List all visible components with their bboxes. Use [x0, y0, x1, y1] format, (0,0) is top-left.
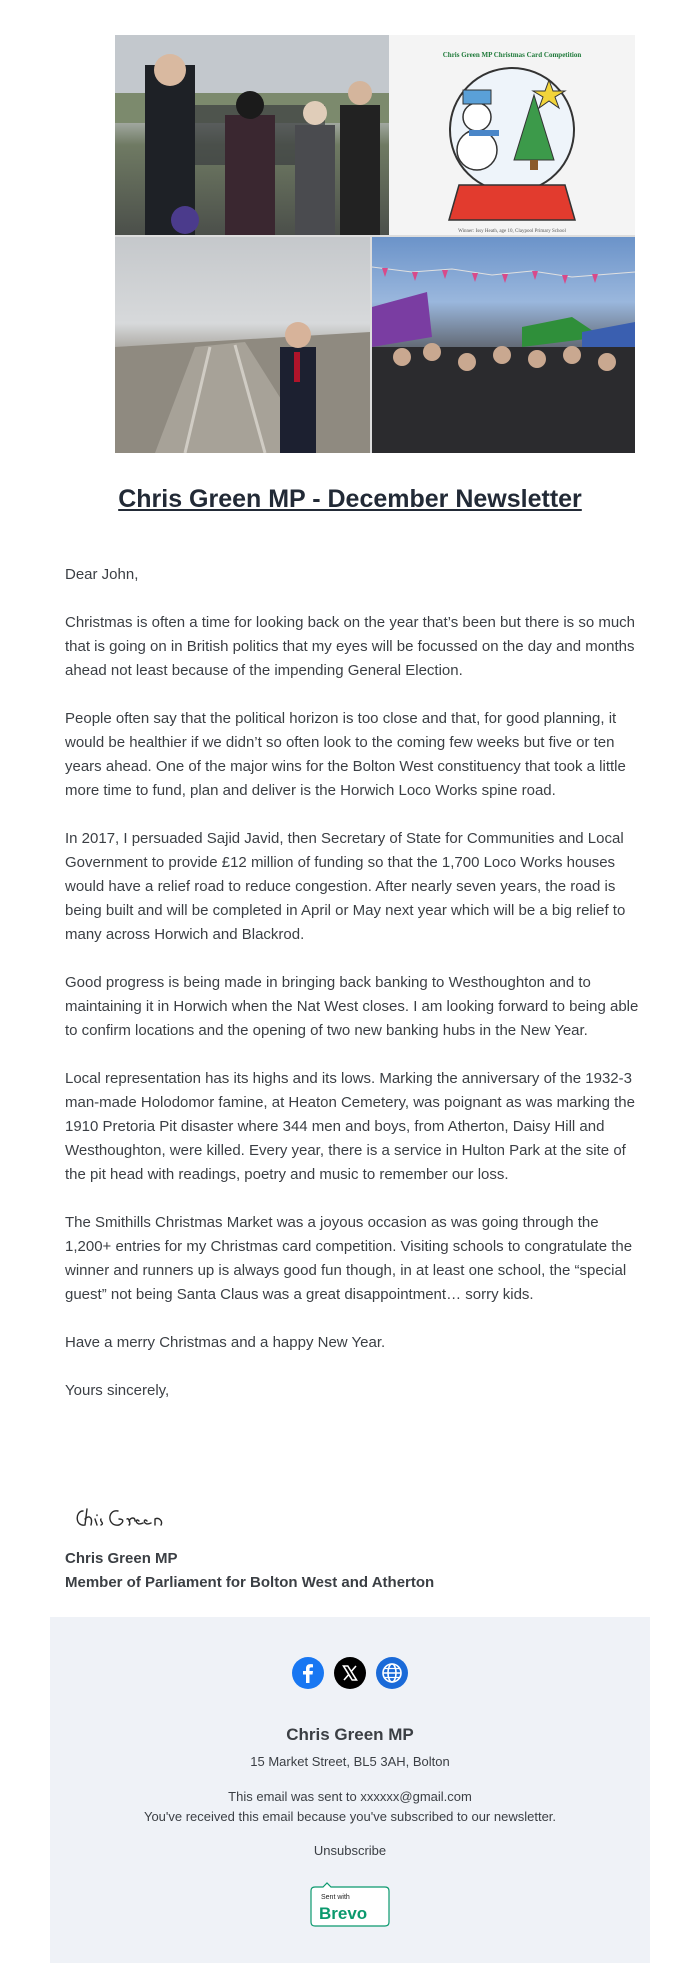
footer-notice: [50, 1787, 650, 1827]
email-footer: [50, 1617, 650, 1963]
letter-paragraph: In 2017, I persuaded Sajid Javid, then Secretary of State for Communities and Local Government to provide £12 million of funding so that the 1,700 Loco Works houses would have a relief road to reduce congestion. After nearly seven years, the road is being built and will be completed in April or May next year which will be a big relief to many across Horwich and Blackrod.: [65, 830, 626, 943]
letter-paragraph: Local representation has its highs and its lows. Marking the anniversary of the 1932-3 man-made Holodomor famine, at Heaton Cemetery, was poignant as was marking the 1910 Pretoria Pit disaster where 344 men and boys, from Atherton, Daisy Hill and Westhoughton, were killed. Every year, there is a service in Hulton Park at the site of the pit head with readings, poetry and music to remember our loss.: [65, 1070, 635, 1183]
signer-title: Member of Parliament for Bolton West and Atherton: [65, 1574, 435, 1591]
handwritten-signature: [73, 1503, 183, 1533]
photo-christmas-card: [389, 35, 635, 235]
signer-name: Chris Green MP: [65, 1550, 178, 1567]
signature-block: [65, 1547, 434, 1595]
card-title: Chris Green MP Christmas Card Competition: [442, 51, 582, 59]
x-icon[interactable]: [334, 1657, 366, 1689]
letter-paragraph: People often say that the political horizon is too close and that, for good planning, it would be healthier if we didn’t so often look to the coming few weeks but five or ten years ahead. One of the major wins for the Bolton West constituency that took a little more time to fund, plan and deliver is the Horwich Loco Works spine road.: [65, 710, 626, 799]
letter-paragraph: Christmas is often a time for looking back on the year that’s been but there is so much that is going on in British politics that my eyes will be focussed on the day and months ahead not least because of the impending General Election.: [65, 614, 636, 679]
header-photo-collage: [115, 35, 635, 453]
footer-org-name: Chris Green MP: [286, 1725, 414, 1744]
footer-reason: You've received this email because you've subscribed to our newsletter.: [143, 1809, 557, 1824]
badge-brevo-wordmark: Brevo: [319, 1904, 368, 1923]
newsletter-headline: Chris Green MP - December Newsletter: [118, 485, 582, 513]
unsubscribe-link[interactable]: Unsubscribe: [313, 1843, 387, 1858]
letter-greeting: Dear John,: [65, 566, 139, 583]
website-globe-icon[interactable]: [376, 1657, 408, 1689]
letter-body: [65, 563, 640, 1427]
letter-closing: Yours sincerely,: [65, 1382, 170, 1399]
letter-paragraph: Have a merry Christmas and a happy New Year.: [65, 1334, 386, 1351]
footer-sent-to: This email was sent to xxxxxx@gmail.com: [228, 1789, 472, 1804]
card-caption: Winner: Issy Heath, age 10, Claypool Primary School: [458, 229, 566, 234]
badge-sent-with: Sent with: [321, 1894, 350, 1901]
footer-address: 15 Market Street, BL5 3AH, Bolton: [250, 1754, 450, 1769]
social-links: [50, 1657, 650, 1689]
facebook-icon[interactable]: [292, 1657, 324, 1689]
sent-with-brevo-badge[interactable]: [309, 1882, 391, 1928]
photo-road-construction: [115, 237, 370, 453]
photo-christmas-market: [372, 237, 635, 453]
letter-paragraph: Good progress is being made in bringing back banking to Westhoughton and to maintaining it in Horwich when the Nat West closes. I am looking forward to being able to confirm locations and the opening of two new banking hubs in the New Year.: [65, 974, 639, 1039]
letter-paragraph: The Smithills Christmas Market was a joyous occasion as was going through the 1,200+ entries for my Christmas card competition. Visiting schools to congratulate the winner and runners up is always good fun though, in at least one school, the “special guest” not being Santa Claus was a great disappointment… sorry kids.: [65, 1214, 633, 1303]
photo-memorial-ceremony: [115, 35, 389, 235]
